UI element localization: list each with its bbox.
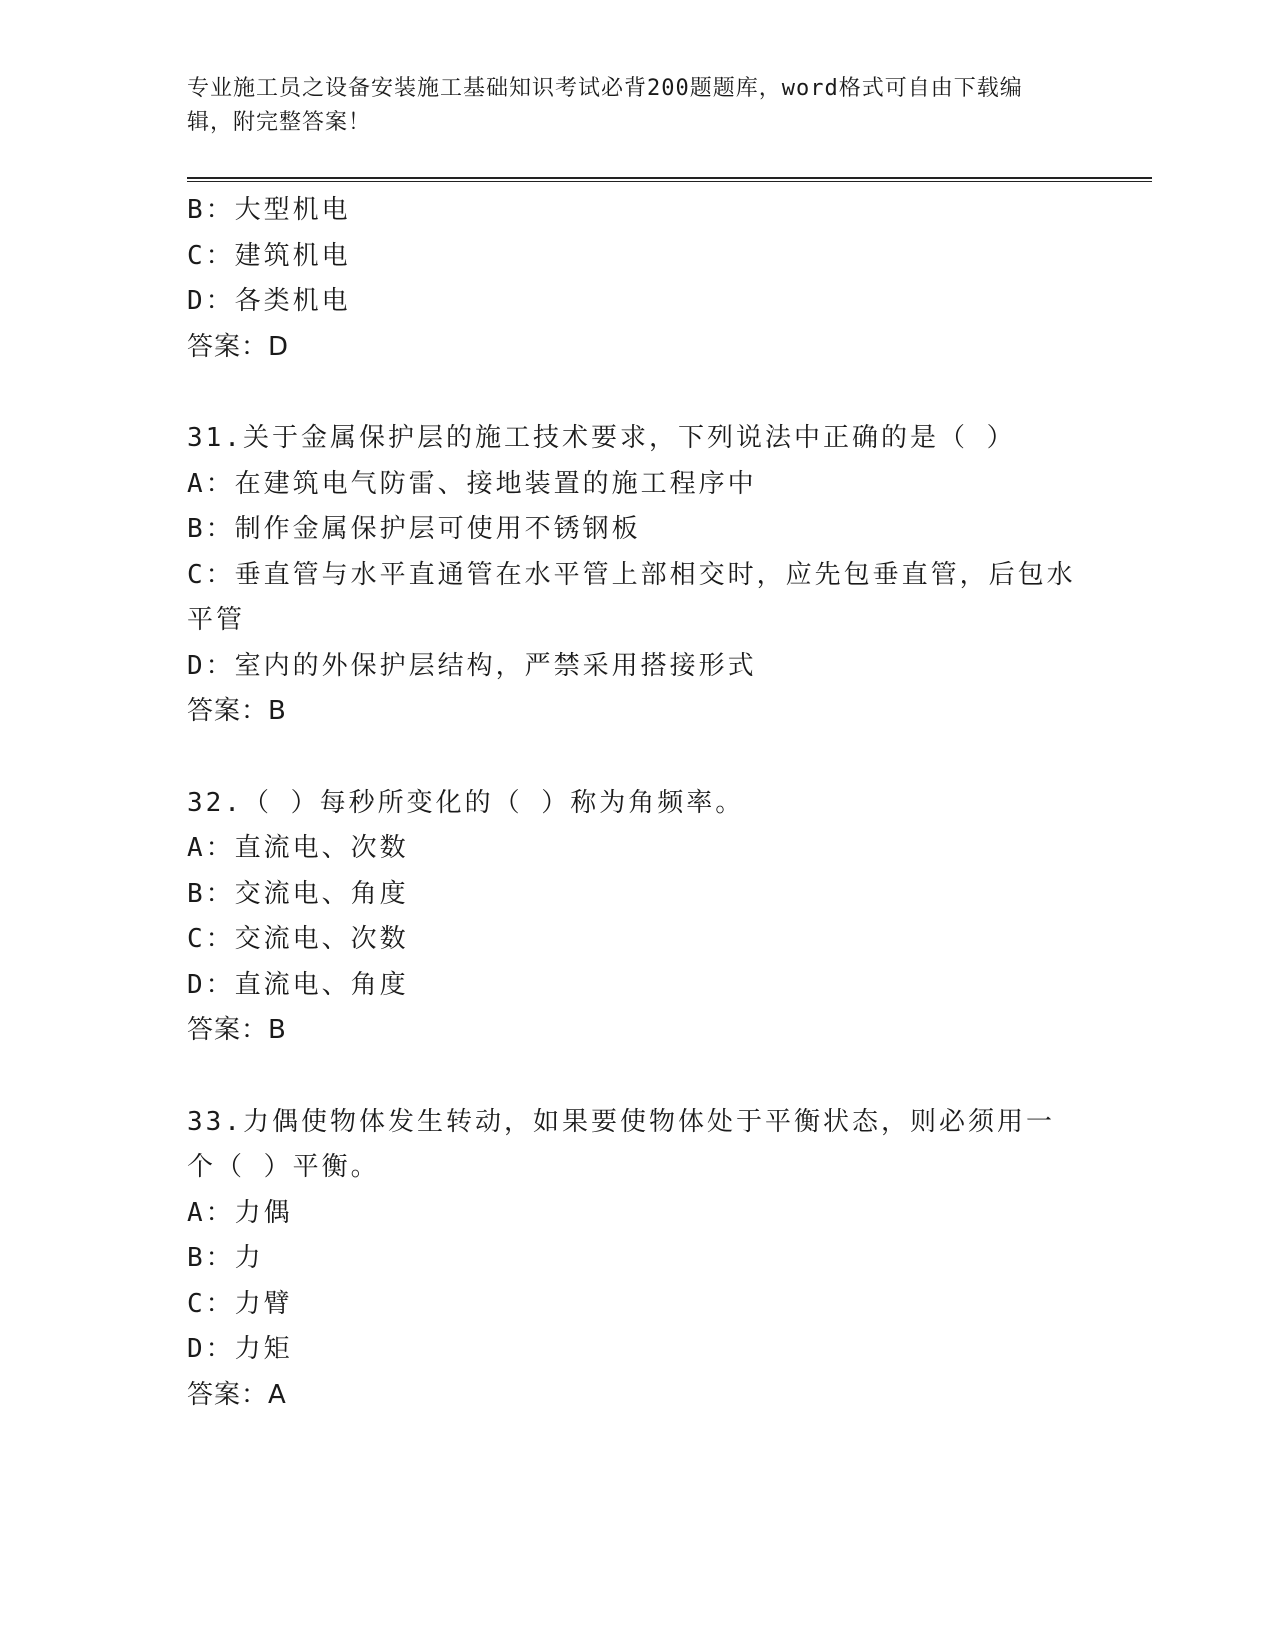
header-divider [187,177,1152,182]
option-a: A：直流电、次数 [187,833,409,863]
question-stem: 31.关于金属保护层的施工技术要求，下列说法中正确的是（ ） [187,423,1016,453]
page-header [187,72,1067,140]
option-b: B：力 [187,1243,264,1273]
option-d: D：力矩 [187,1334,293,1364]
question-31 [187,416,1087,735]
option-d: D：直流电、角度 [187,969,409,1000]
option-b: B：大型机电 [187,195,351,225]
prev-question-tail [187,188,1087,370]
option-c: C：建筑机电 [187,240,351,271]
question-stem: 33.力偶使物体发生转动，如果要使物体处于平衡状态，则必须用一个（ ）平衡。 [187,1106,1055,1182]
option-c: C：交流电、次数 [187,924,409,954]
question-33 [187,1100,1087,1419]
question-32 [187,781,1087,1054]
question-list [187,188,1087,1418]
answer: 答案：B [187,1015,287,1045]
header-text: 专业施工员之设备安装施工基础知识考试必背200题题库，word格式可自由下载编辑，附完整答案！ [187,76,1023,135]
option-d: D：室内的外保护层结构，严禁采用搭接形式 [187,650,757,681]
spacer [187,1054,1087,1100]
spacer [187,370,1087,416]
option-b: B：交流电、角度 [187,878,409,909]
option-b: B：制作金属保护层可使用不锈钢板 [187,514,641,544]
option-c: C：力臂 [187,1288,293,1319]
option-a: A：在建筑电气防雷、接地装置的施工程序中 [187,468,757,499]
option-a: A：力偶 [187,1197,293,1228]
option-d: D：各类机电 [187,286,351,316]
question-stem: 32.（ ）每秒所变化的（ ）称为角频率。 [187,787,745,818]
option-c: C：垂直管与水平直通管在水平管上部相交时，应先包垂直管，后包水平管 [187,559,1076,635]
answer: 答案：B [187,696,287,726]
answer: 答案：A [187,1379,287,1410]
spacer [187,735,1087,781]
answer: 答案：D [187,331,290,362]
